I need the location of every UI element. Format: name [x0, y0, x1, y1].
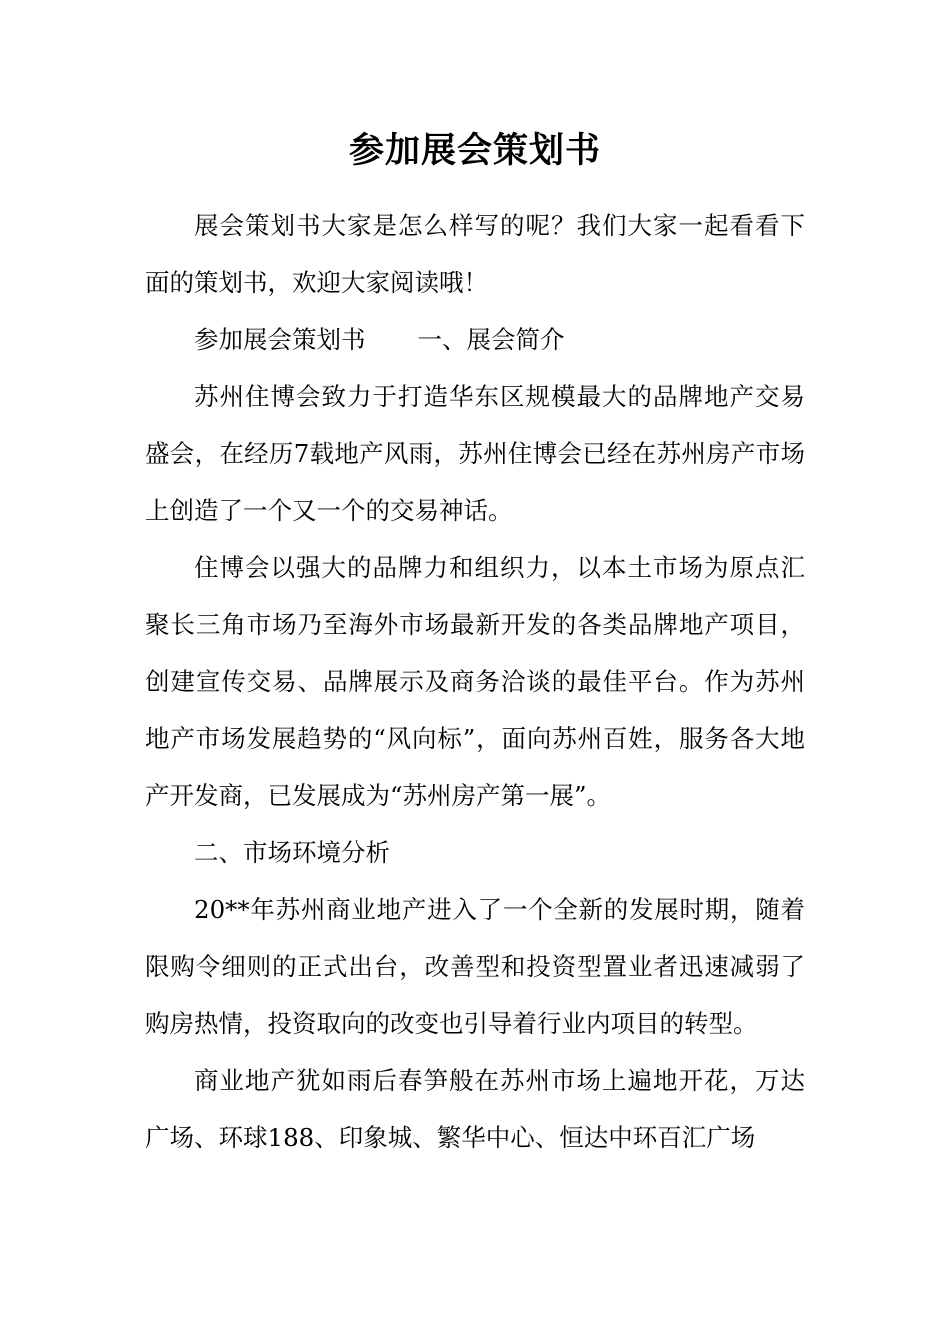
body-paragraph: 20**年苏州商业地产进入了一个全新的发展时期，随着限购令细则的正式出台，改善型和投资型置业者迅速减弱了购房热情，投资取向的改变也引导着行业内项目的转型。: [145, 895, 805, 1038]
document-body: [145, 197, 805, 1166]
document-title: 参加展会策划书: [348, 130, 601, 171]
intro-paragraph: 展会策划书大家是怎么样写的呢？我们大家一起看看下面的策划书，欢迎大家阅读哦！: [145, 211, 805, 297]
heading-doc-title: 参加展会策划书: [194, 325, 366, 354]
heading-section-one: 一、展会简介: [417, 325, 565, 354]
body-paragraph: 苏州住博会致力于打造华东区规模最大的品牌地产交易盛会，在经历7载地产风雨，苏州住博会已经在苏州房产市场上创造了一个又一个的交易神话。: [145, 382, 805, 525]
body-paragraph: 商业地产犹如雨后春笋般在苏州市场上遍地开花，万达广场、环球188、印象城、繁华中心、恒达中环百汇广场: [145, 1066, 805, 1152]
section-heading-two: 二、市场环境分析: [194, 838, 390, 867]
body-paragraph: 住博会以强大的品牌力和组织力，以本土市场为原点汇聚长三角市场乃至海外市场最新开发的各类品牌地产项目，创建宣传交易、品牌展示及商务洽谈的最佳平台。作为苏州地产市场发展趋势的“风向标”，面向苏州百姓，服务各大地产开发商，已发展成为“苏州房产第一展”。: [145, 553, 805, 810]
section-heading-line: [145, 311, 805, 368]
